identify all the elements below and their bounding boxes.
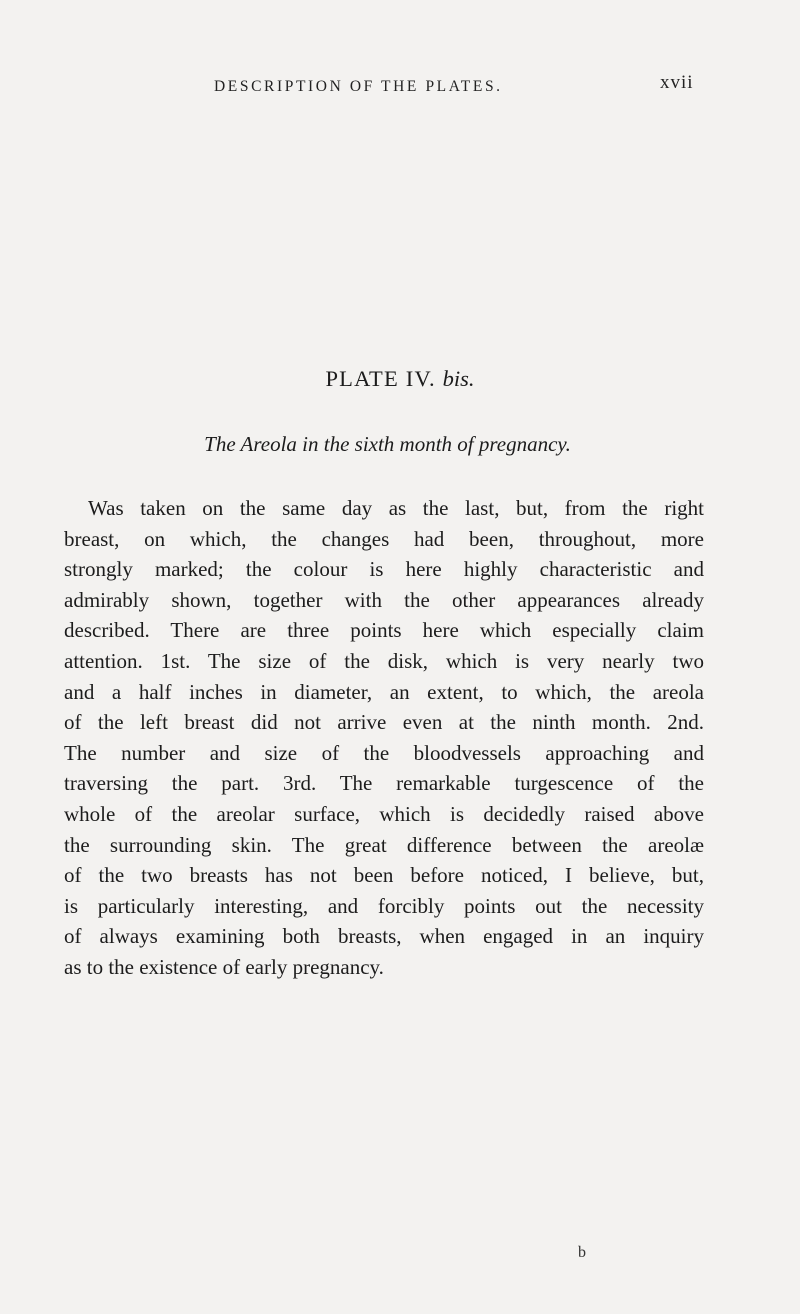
body-line: traversing the part. 3rd. The remarkable turgescence of the (64, 771, 704, 796)
body-line: Was taken on the same day as the last, but, from the right (88, 496, 704, 520)
body-line: the surrounding skin. The great difference between the areolæ (64, 832, 704, 857)
plate-title-main: PLATE IV. (325, 366, 436, 391)
body-line: of the two breasts has not been before noticed, I believe, but, (64, 863, 704, 888)
signature-mark: b (578, 1244, 586, 1261)
body-line: The number and size of the bloodvessels approaching and (64, 740, 704, 765)
body-line: of the left breast did not arrive even at the ninth month. 2nd. (64, 710, 704, 735)
body-line: of always examining both breasts, when engaged in an inquiry (64, 924, 704, 949)
body-paragraph (64, 493, 704, 983)
body-line: whole of the areolar surface, which is decidedly raised above (64, 801, 704, 826)
body-line: attention. 1st. The size of the disk, which is very nearly two (64, 648, 704, 673)
body-line: is particularly interesting, and forcibly points out the necessity (64, 893, 704, 918)
body-line: as to the existence of early pregnancy. (64, 954, 384, 979)
body-line: described. There are three points here which especially claim (64, 618, 704, 643)
plate-title (0, 366, 800, 392)
running-head: DESCRIPTION OF THE PLATES. (214, 78, 503, 95)
body-line: and a half inches in diameter, an extent, to which, the areola (64, 679, 704, 704)
page-number: xvii (660, 72, 694, 93)
body-line: strongly marked; the colour is here highly characteristic and (64, 557, 704, 582)
body-line: breast, on which, the changes had been, throughout, more (64, 526, 704, 551)
plate-subtitle: The Areola in the sixth month of pregnancy. (204, 432, 571, 456)
plate-title-suffix: bis. (442, 366, 475, 391)
body-line: admirably shown, together with the other appearances already (64, 587, 704, 612)
